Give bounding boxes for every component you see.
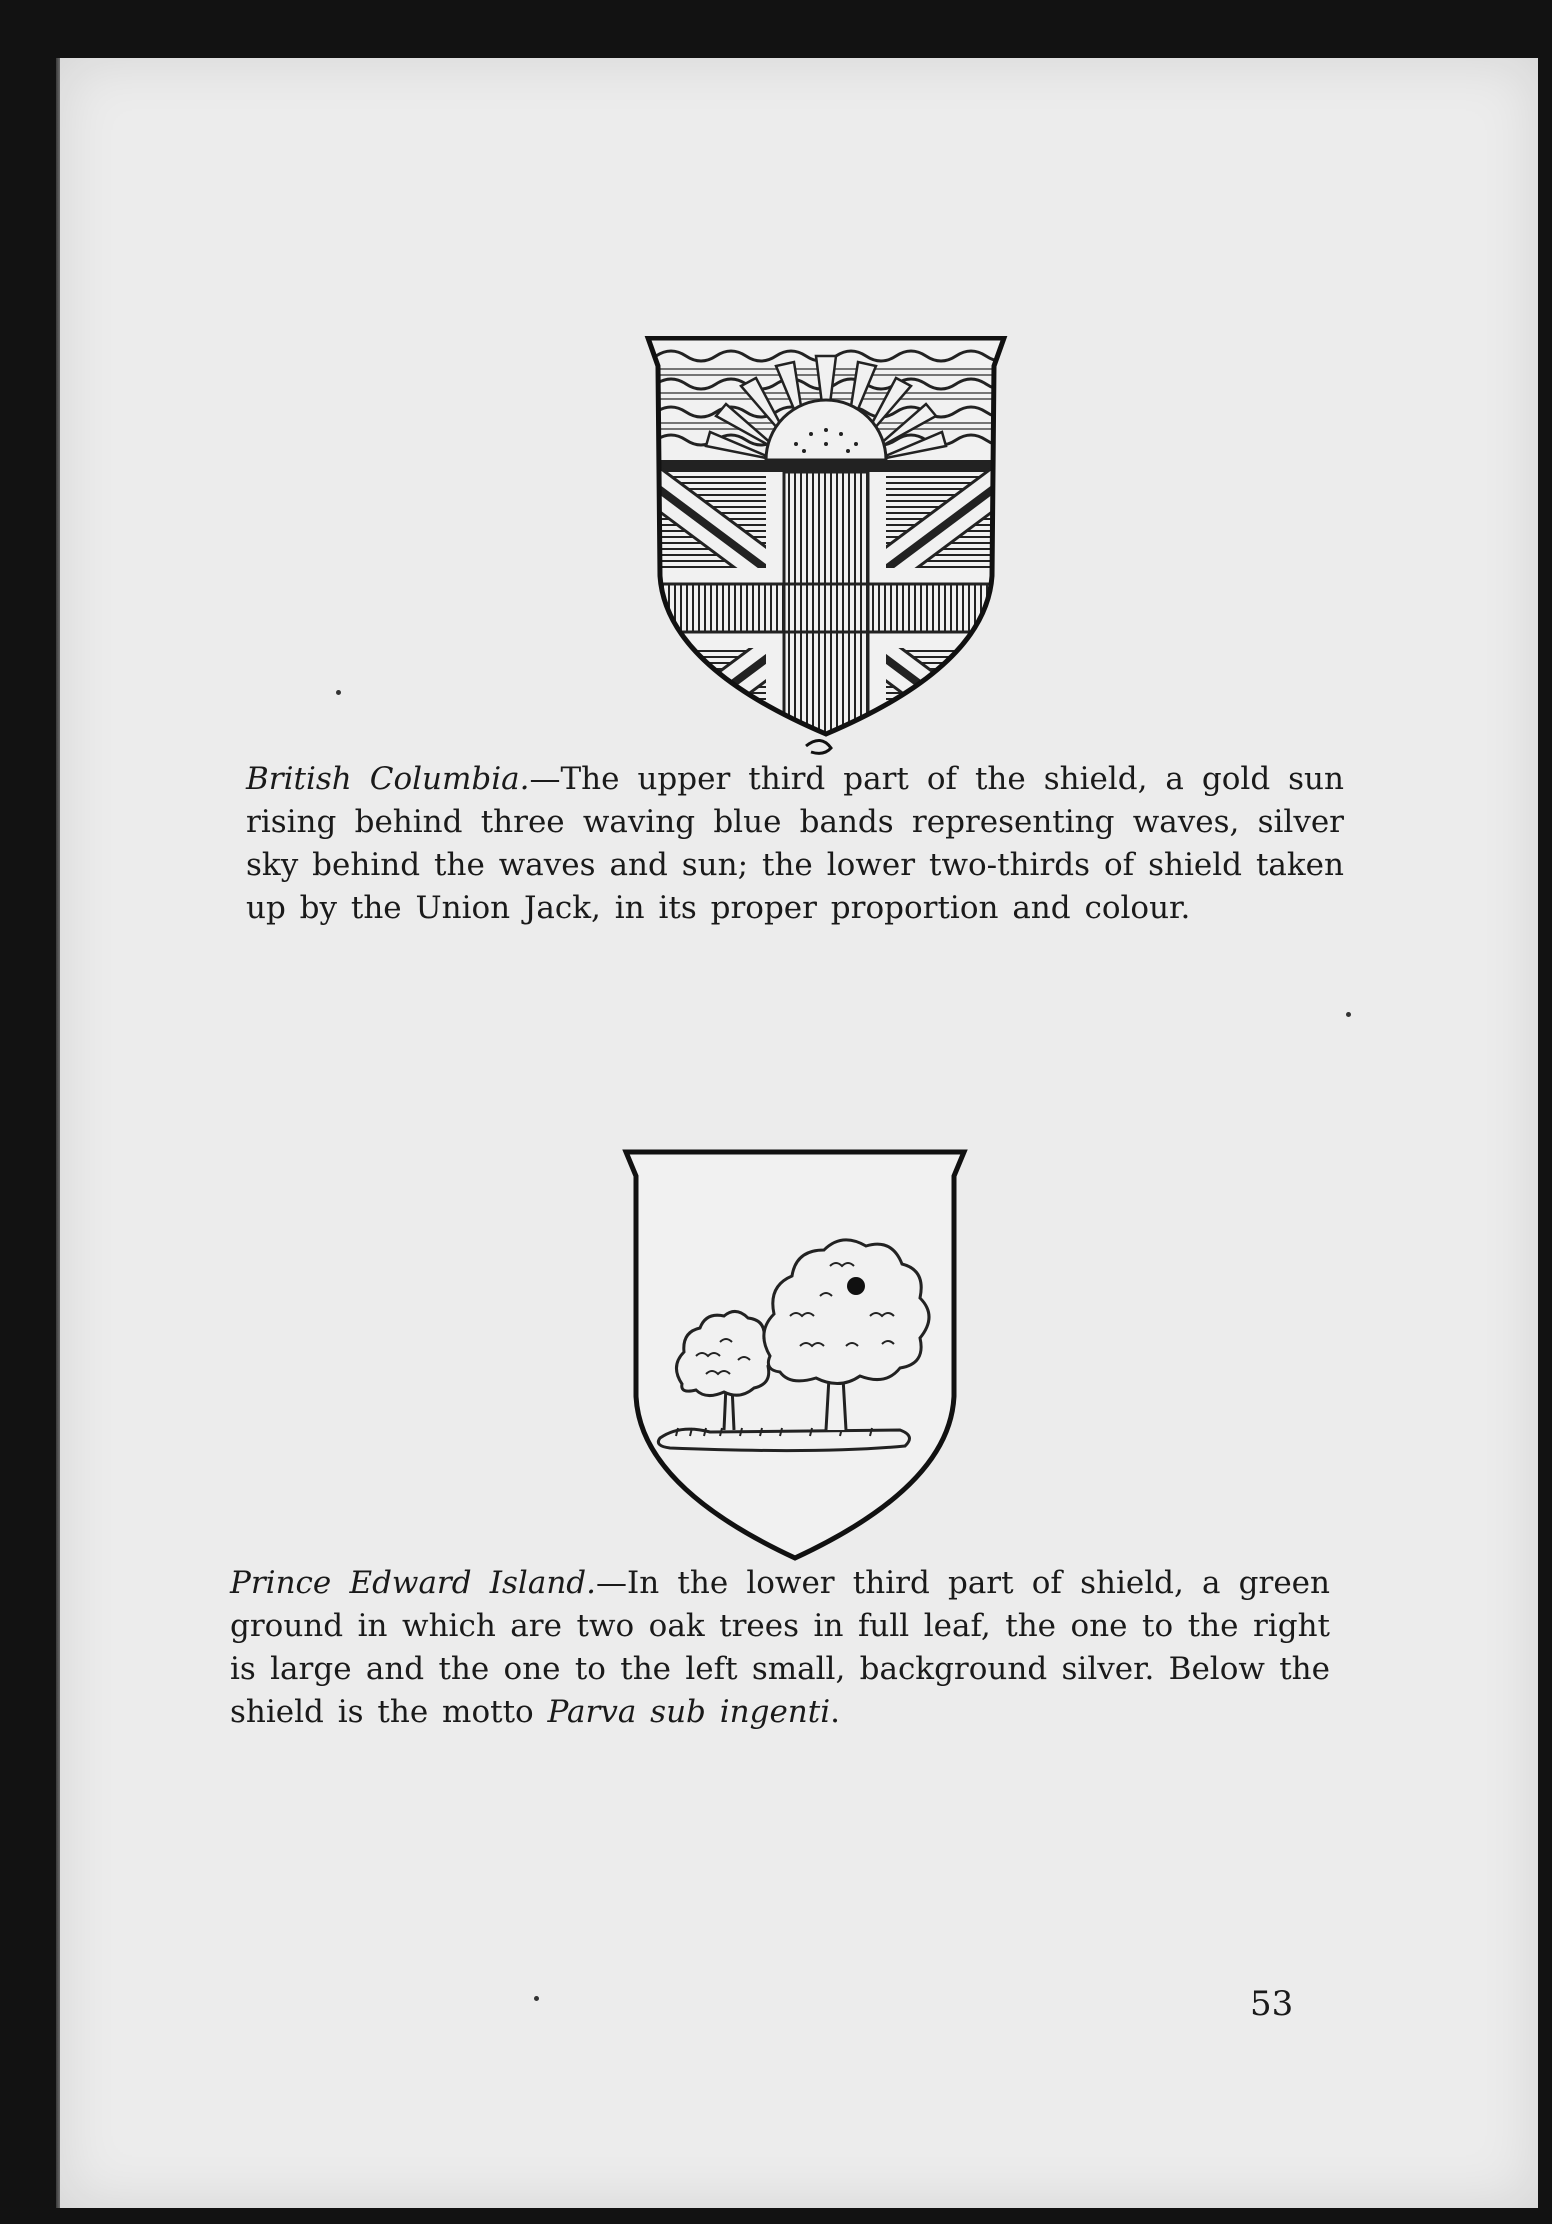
british-columbia-heading: British Columbia.	[246, 761, 530, 797]
prince-edward-island-description: —In the lower third part of shield, a green ground in which are two oak trees in full leaf, the one to the right is large and the one to the left small, background silver. Below the shield is the motto	[230, 1565, 1330, 1730]
british-columbia-description: —The upper third part of the shield, a gold sun rising behind three waving blue bands representing waves, silver sky behind the waves and sun; the lower two-thirds of shield taken up by the Union Jack, in its proper proportion and colour.	[246, 761, 1344, 926]
prince-edward-island-end: .	[830, 1694, 841, 1730]
page-number: 53	[1250, 1984, 1294, 2024]
british-columbia-shield-illustration	[636, 336, 1016, 776]
prince-edward-island-caption	[230, 1562, 1330, 1734]
book-page	[60, 58, 1538, 2208]
british-columbia-caption	[246, 758, 1344, 930]
prince-edward-island-shield-illustration	[620, 1146, 970, 1566]
prince-edward-island-heading: Prince Edward Island.	[230, 1565, 596, 1601]
print-speck	[534, 1996, 539, 2001]
print-speck	[336, 690, 341, 695]
prince-edward-island-motto: Parva sub ingenti	[547, 1694, 831, 1730]
print-speck	[1346, 1012, 1351, 1017]
